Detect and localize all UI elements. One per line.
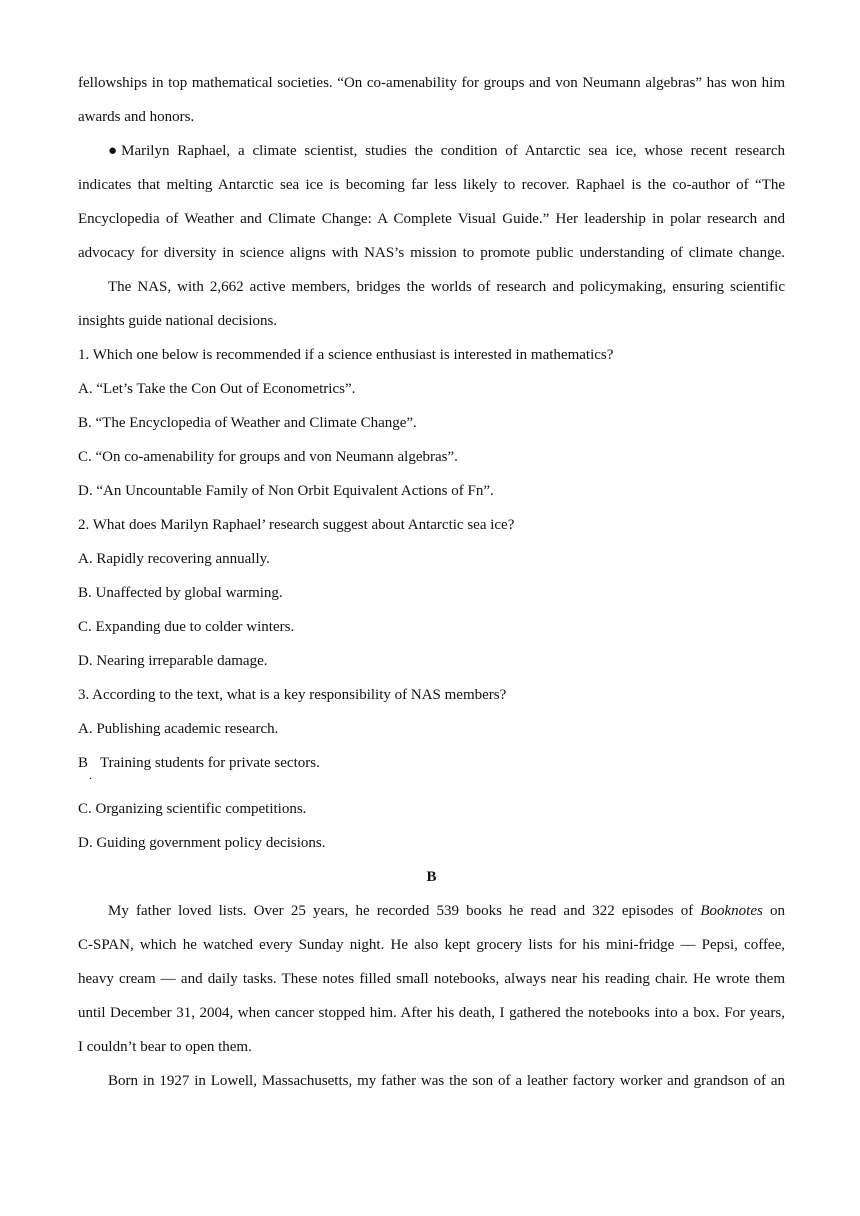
paragraph-line: heavy cream — and daily tasks. These notes filled small notebooks, always near his reading chair. He wrote them [78, 971, 785, 987]
answer-option: D. Nearing irreparable damage. [78, 653, 268, 669]
paragraph-line: The NAS, with 2,662 active members, bridges the worlds of research and policymaking, ensuring scientific [108, 279, 785, 295]
option-dot: . [89, 768, 92, 782]
paragraph-line: C-SPAN, which he watched every Sunday night. He also kept grocery lists for his mini-fridge — Pepsi, coffee, [78, 937, 785, 953]
paragraph-line: Born in 1927 in Lowell, Massachusetts, my father was the son of a leather factory worker and grandson of an [108, 1073, 785, 1089]
answer-option: A. Publishing academic research. [78, 721, 279, 737]
paragraph-line: fellowships in top mathematical societies. “On co-amenability for groups and von Neumann algebras” has won him [78, 75, 785, 91]
paragraph-line: advocacy for diversity in science aligns with NAS’s mission to promote public understanding of climate change. [78, 245, 785, 261]
answer-option: D. “An Uncountable Family of Non Orbit Equivalent Actions of Fn”. [78, 483, 494, 499]
answer-option [78, 746, 785, 780]
answer-option: A. Rapidly recovering annually. [78, 551, 270, 567]
question-stem: 3. According to the text, what is a key responsibility of NAS members? [78, 687, 507, 703]
answer-option: D. Guiding government policy decisions. [78, 835, 326, 851]
document-page [78, 66, 785, 1098]
answer-option: C. Expanding due to colder winters. [78, 619, 295, 635]
question-stem: 2. What does Marilyn Raphael’ research suggest about Antarctic sea ice? [78, 517, 515, 533]
text-run: on [762, 903, 785, 919]
paragraph-line [78, 894, 785, 928]
spacer [78, 780, 785, 792]
answer-option: A. “Let’s Take the Con Out of Econometrics”. [78, 381, 356, 397]
answer-option: B. “The Encyclopedia of Weather and Climate Change”. [78, 415, 417, 431]
section-heading: B [426, 869, 437, 885]
paragraph-line: awards and honors. [78, 109, 195, 125]
option-letter: B [78, 755, 89, 771]
paragraph-line: indicates that melting Antarctic sea ice is becoming far less likely to recover. Raphael is the co-author of “The [78, 177, 785, 193]
answer-option: B. Unaffected by global warming. [78, 585, 283, 601]
answer-option: C. “On co-amenability for groups and von Neumann algebras”. [78, 449, 458, 465]
answer-option: C. Organizing scientific competitions. [78, 801, 307, 817]
paragraph-line: Encyclopedia of Weather and Climate Change: A Complete Visual Guide.” Her leadership in polar research and [78, 211, 785, 227]
question-stem: 1. Which one below is recommended if a science enthusiast is interested in mathematics? [78, 347, 614, 363]
text-run: My father loved lists. Over 25 years, he recorded 539 books he read and 322 episodes of [108, 903, 701, 919]
paragraph-line: until December 31, 2004, when cancer stopped him. After his death, I gathered the notebooks into a box. For years, [78, 1005, 785, 1021]
italic-title: Booknotes [700, 903, 763, 919]
paragraph-line: ●Marilyn Raphael, a climate scientist, studies the condition of Antarctic sea ice, whose recent research [108, 143, 785, 159]
paragraph-line: I couldn’t bear to open them. [78, 1039, 252, 1055]
paragraph-line: insights guide national decisions. [78, 313, 278, 329]
option-text: Training students for private sectors. [100, 755, 320, 771]
